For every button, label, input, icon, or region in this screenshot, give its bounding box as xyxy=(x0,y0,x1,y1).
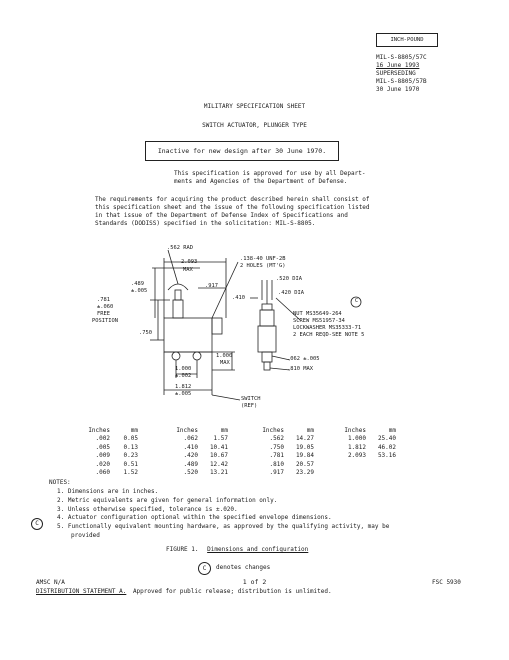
hardware-screw: SCREW MS51957-34 xyxy=(293,318,345,324)
list-item: 3. Unless otherwise specified, tolerance is ±.020. xyxy=(57,505,238,513)
dim-2093: 2.093 xyxy=(181,259,198,265)
dim-489-tol: ±.005 xyxy=(131,288,148,294)
distribution-statement xyxy=(36,588,332,595)
notes-list xyxy=(57,488,389,541)
spec-date: 16 June 1993 xyxy=(376,62,420,69)
superseded-date: 30 June 1970 xyxy=(376,86,420,93)
spec-number: MIL-S-8805/57C xyxy=(376,54,427,61)
dim-1000-tol: ±.002 xyxy=(175,373,192,379)
table-row: .520 13.21 xyxy=(183,469,228,477)
fsc-code: FSC 5930 xyxy=(432,579,461,586)
figure-title: Dimensions and configuration xyxy=(207,546,309,553)
figure-caption xyxy=(166,546,308,553)
figure-label: FIGURE 1. xyxy=(166,546,199,553)
table-row: .917 23.29 xyxy=(269,469,314,477)
amsc-code: AMSC N/A xyxy=(36,579,65,586)
table-row: .009 0.23 xyxy=(95,452,138,460)
table-row: .410 10.41 xyxy=(183,443,228,451)
col-mm: mm xyxy=(130,427,138,434)
dim-410: .410 xyxy=(232,295,245,301)
dim-rad: .562 RAD xyxy=(167,245,193,251)
table-row: .810 20.57 xyxy=(269,460,314,468)
dim-unf-1: .138-40 UNF-2B xyxy=(240,256,286,262)
table-row: 1.000 25.40 xyxy=(347,435,396,443)
table-row: .489 12.42 xyxy=(183,460,228,468)
table-row: .005 0.13 xyxy=(95,443,138,451)
dim-1000-max-label: MAX xyxy=(220,360,230,366)
requirements-line-3: in that issue of the Department of Defense Index of Specifications and xyxy=(95,212,348,219)
list-item: 2. Metric equivalents are given for general information only. xyxy=(57,496,278,504)
table-row: .781 19.84 xyxy=(269,452,314,460)
notes-section xyxy=(49,479,71,488)
dim-781: .781 xyxy=(97,297,110,303)
switch-body-front xyxy=(164,318,212,352)
notes-label: NOTES: xyxy=(49,479,71,486)
superseded-spec: MIL-S-8805/57B xyxy=(376,78,427,85)
conversion-group-2: Inches mm .062 1.57 .410 10.41 .420 10.67 .489 12.42 .520 13.21 xyxy=(170,427,228,477)
table-row: .750 19.05 xyxy=(269,443,314,451)
inactive-notice: Inactive for new design after 30 June 1970. xyxy=(145,141,339,161)
dim-489: .489 xyxy=(131,281,144,287)
table-row: .062 1.57 xyxy=(183,435,228,443)
note-change-mark: C xyxy=(31,518,43,530)
table-row: .060 1.52 xyxy=(95,469,138,477)
table-row: 1.812 46.02 xyxy=(347,443,396,451)
page-number: 1 of 2 xyxy=(242,578,267,586)
col-inches: Inches xyxy=(88,427,110,434)
dim-1812-tol: ±.005 xyxy=(175,391,192,397)
switch-label: SWITCH xyxy=(241,396,261,402)
doc-title: MILITARY SPECIFICATION SHEET xyxy=(203,103,306,110)
table-row: 2.093 53.16 xyxy=(347,452,396,460)
dim-917: .917 xyxy=(205,283,218,289)
conversion-group-4: Inches mm 1.000 25.40 1.812 46.02 2.093 53.16 xyxy=(338,427,396,461)
dim-781-tol: ±.060 xyxy=(97,304,114,310)
dim-dia-420: .420 DIA xyxy=(278,290,304,296)
list-item: 5. Functionally equivalent mounting hardware, as approved by the qualifying activity, may be xyxy=(57,523,390,531)
distribution-label: DISTRIBUTION STATEMENT A. xyxy=(36,588,127,595)
dim-2093-max: MAX xyxy=(183,267,193,273)
conversion-group-3: Inches mm .562 14.27 .750 19.05 .781 19.84 .810 20.57 .917 23.29 xyxy=(256,427,314,477)
unit-system-box: INCH-POUND xyxy=(376,33,438,47)
requirements-line-4: Standards (DODISS) specified in the solicitation: MIL-S-8805. xyxy=(95,220,316,227)
list-item-continuation: provided xyxy=(71,531,100,539)
hardware-note: 2 EACH REQD-SEE NOTE 5 xyxy=(293,332,365,338)
legend-text: denotes changes xyxy=(216,564,271,571)
dim-dia-520: .520 DIA xyxy=(276,276,302,282)
requirements-line-1: The requirements for acquiring the product described herein shall consist of xyxy=(95,196,370,203)
requirements-line-2: this specification sheet and the issue of the following specification listed xyxy=(95,204,370,211)
dim-unf-2: 2 HOLES (MT'G) xyxy=(240,263,286,269)
hardware-nut: NUT MS35649-264 xyxy=(293,311,342,317)
hardware-lockwasher: LOCKWASHER MS35333-71 xyxy=(293,325,362,331)
table-row: .562 14.27 xyxy=(269,435,314,443)
doc-subtitle: SWITCH ACTUATOR, PLUNGER TYPE xyxy=(202,122,307,129)
table-row: .020 0.51 xyxy=(95,460,138,468)
approval-line-2: ments and Agencies of the Department of Defense. xyxy=(174,178,348,185)
distribution-text: Approved for public release; distribution is unlimited. xyxy=(132,588,332,595)
table-row: .002 0.05 xyxy=(95,435,138,443)
dim-free: FREE xyxy=(97,311,110,317)
drawing-change-mark: C xyxy=(354,298,359,304)
dim-1000-max: 1.000 xyxy=(216,353,233,359)
dim-1000: 1.000 xyxy=(175,366,192,372)
conversion-group-1 xyxy=(82,427,138,477)
approval-line-1: This specification is approved for use by all Depart- xyxy=(174,170,366,177)
legend-change-mark: C xyxy=(198,562,211,575)
dim-position: POSITION xyxy=(92,318,118,324)
list-item: 4. Actuator configuration optional within the specified envelope dimensions. xyxy=(57,514,332,522)
superseding-label: SUPERSEDING xyxy=(376,70,416,77)
dim-1812: 1.812 xyxy=(175,384,192,390)
dim-062: .062 ±.005 xyxy=(287,356,320,362)
dim-810: .810 MAX xyxy=(287,366,313,372)
switch-ref: (REF) xyxy=(241,403,258,409)
dim-750: .750 xyxy=(139,330,152,336)
table-row: .420 10.67 xyxy=(183,452,228,460)
list-item: 1. Dimensions are in inches. xyxy=(57,488,159,495)
